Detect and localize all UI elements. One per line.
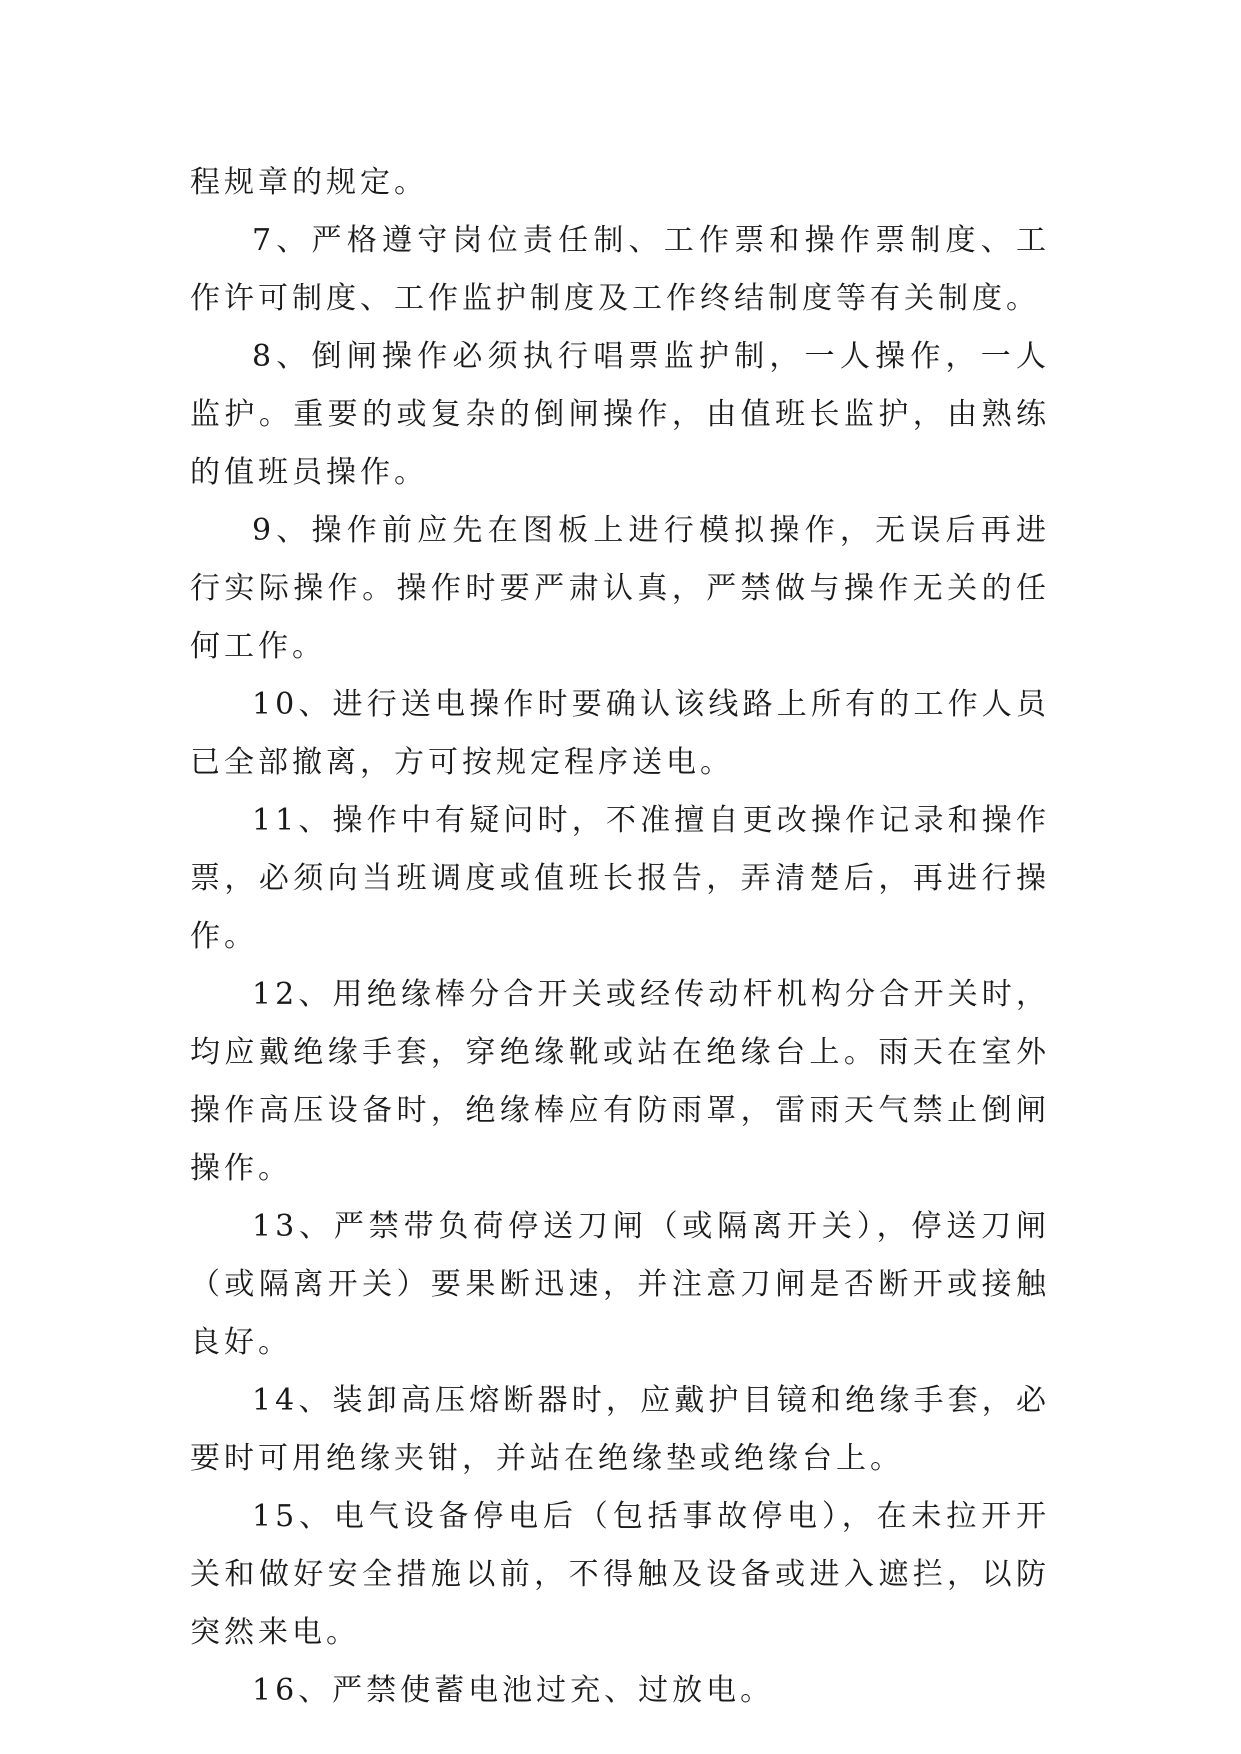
paragraph-item-14: 14、装卸高压熔断器时，应戴护目镜和绝缘手套，必要时可用绝缘夹钳，并站在绝缘垫或绝缘台上。 [190,1383,1050,1476]
paragraph-item-9: 9、操作前应先在图板上进行模拟操作，无误后再进行实际操作。操作时要严肃认真，严禁做与操作无关的任何工作。 [190,513,1050,664]
paragraph-item-7: 7、严格遵守岗位责任制、工作票和操作票制度、工作许可制度、工作监护制度及工作终结制度等有关制度。 [190,223,1050,316]
paragraph-item-16: 16、严禁使蓄电池过充、过放电。 [252,1673,775,1708]
paragraph-item-8: 8、倒闸操作必须执行唱票监护制，一人操作，一人监护。重要的或复杂的倒闸操作，由值班长监护，由熟练的值班员操作。 [190,339,1050,490]
paragraph-item-13: 13、严禁带负荷停送刀闸（或隔离开关），停送刀闸（或隔离开关）要果断迅速，并注意刀闸是否断开或接触良好。 [190,1209,1050,1360]
paragraph-item-11: 11、操作中有疑问时，不准擅自更改操作记录和操作票，必须向当班调度或值班长报告，弄清楚后，再进行操作。 [190,803,1050,954]
paragraph-continuation: 程规章的规定。 [190,165,428,200]
paragraph-item-12: 12、用绝缘棒分合开关或经传动杆机构分合开关时，均应戴绝缘手套，穿绝缘靴或站在绝缘台上。雨天在室外操作高压设备时，绝缘棒应有防雨罩，雷雨天气禁止倒闸操作。 [190,977,1050,1186]
document-body [190,154,1050,1720]
paragraph-item-15: 15、电气设备停电后（包括事故停电），在未拉开开关和做好安全措施以前，不得触及设备或进入遮拦，以防突然来电。 [190,1499,1050,1650]
paragraph-item-10: 10、进行送电操作时要确认该线路上所有的工作人员已全部撤离，方可按规定程序送电。 [190,687,1050,780]
